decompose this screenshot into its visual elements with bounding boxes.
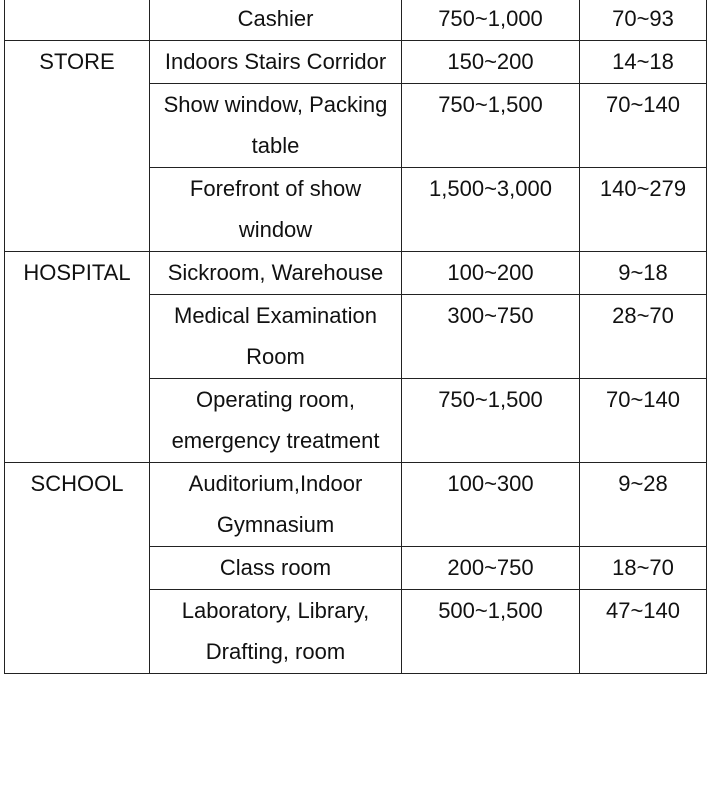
table-row xyxy=(5,0,707,41)
place-cell: Medical Examination Room xyxy=(150,295,402,379)
lux-cell: 300~750 xyxy=(402,295,580,379)
lux-cell: 750~1,000 xyxy=(402,0,580,41)
table-row xyxy=(5,252,707,295)
illuminance-table xyxy=(4,0,707,674)
fc-cell: 47~140 xyxy=(580,590,707,674)
place-cell: Indoors Stairs Corridor xyxy=(150,41,402,84)
place-cell: Class room xyxy=(150,547,402,590)
lux-cell: 100~300 xyxy=(402,463,580,547)
table-row xyxy=(5,463,707,547)
lux-cell: 750~1,500 xyxy=(402,379,580,463)
place-cell: Sickroom, Warehouse xyxy=(150,252,402,295)
fc-cell: 70~140 xyxy=(580,84,707,168)
place-cell: Laboratory, Library, Drafting, room xyxy=(150,590,402,674)
lux-cell: 500~1,500 xyxy=(402,590,580,674)
place-cell: Auditorium,Indoor Gymnasium xyxy=(150,463,402,547)
category-cell-store: STORE xyxy=(5,41,150,252)
place-cell: Show window, Packing table xyxy=(150,84,402,168)
fc-cell: 70~140 xyxy=(580,379,707,463)
lux-cell: 100~200 xyxy=(402,252,580,295)
fc-cell: 9~28 xyxy=(580,463,707,547)
category-cell-school: SCHOOL xyxy=(5,463,150,674)
lux-cell: 150~200 xyxy=(402,41,580,84)
place-cell: Operating room, emergency treatment xyxy=(150,379,402,463)
place-cell: Forefront of show window xyxy=(150,168,402,252)
fc-cell: 28~70 xyxy=(580,295,707,379)
lux-cell: 750~1,500 xyxy=(402,84,580,168)
category-cell xyxy=(5,0,150,41)
table-row xyxy=(5,41,707,84)
category-cell-hospital: HOSPITAL xyxy=(5,252,150,463)
lux-cell: 1,500~3,000 xyxy=(402,168,580,252)
fc-cell: 18~70 xyxy=(580,547,707,590)
fc-cell: 14~18 xyxy=(580,41,707,84)
lux-cell: 200~750 xyxy=(402,547,580,590)
fc-cell: 70~93 xyxy=(580,0,707,41)
place-cell: Cashier xyxy=(150,0,402,41)
fc-cell: 140~279 xyxy=(580,168,707,252)
fc-cell: 9~18 xyxy=(580,252,707,295)
